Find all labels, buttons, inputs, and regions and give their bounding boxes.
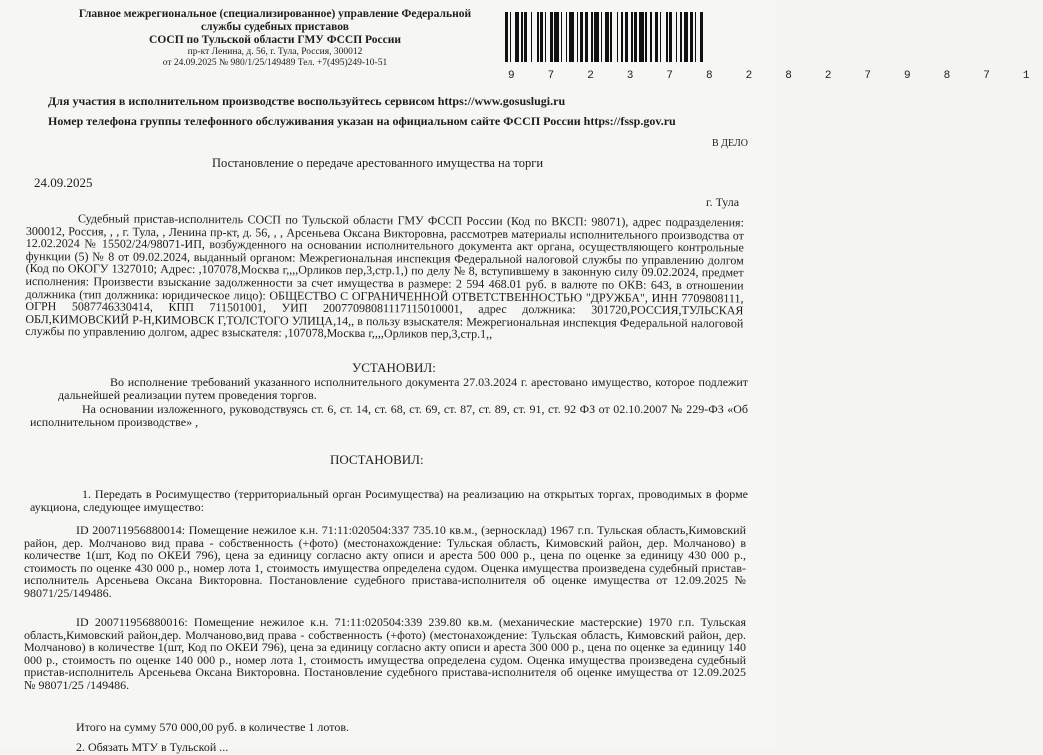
- total-line: Итого на сумму 570 000,00 руб. в количестве 1 лотов.: [76, 720, 349, 734]
- asset-item-1: ID 200711956880014: Помещение нежилое к.н. 71:11:020504:337 735.10 кв.м., (зерносклад) 1967 г.п. Тульская область,Кимовский район, дер. Молчаново вид права - собственность (+фото) (местонахождение: Тульская область, Кимовский район, дер. Молчаново) в количестве 1(шт, Код по ОКЕИ 796), цена за единицу согласно акту описи и ареста 500 000 р., цена по оценке за единицу 430 000 р., стоимость по оценке 430 000 р., номер лота 1, стоимость имущества определена судом. Оценка имущества произведена судебный пристав-исполнитель Арсеньева Оксана Викторовна. Постановление судебного пристава-исполнителя об оценке имущества от 12.09.2025 № 98071/25/149486.: [24, 523, 746, 600]
- barcode-bar: [703, 12, 705, 62]
- barcode-digits: 9 7 2 3 7 8 2 8 2 7 9 8 7 1: [508, 70, 1043, 82]
- established-heading: УСТАНОВИЛ:: [352, 360, 436, 375]
- issuer-line-2: службы судебных приставов: [201, 21, 349, 33]
- issuer-address: пр-кт Ленина, д. 56, г. Тула, Россия, 300012: [187, 47, 363, 57]
- issuer-reference: от 24.09.2025 № 980/1/25/149489 Тел. +7(495)249-10-51: [162, 58, 388, 68]
- issuer-line-1: Главное межрегиональное (специализированное) управление Федеральной: [78, 8, 472, 20]
- intro-paragraph: Судебный пристав-исполнитель СОСП по Тульской области ГМУ ФССП России (Код по ВКСП: 98071), адрес подразделения: 300012, Россия, , , г. Тула, , Ленина пр-кт, д. 56, , , Арсеньева Оксана Викторовна, рассмотрев материалы исполнительного производства от 12.02.2024 № 15502/24/98071-ИП, возбужденного на основании исполнительного документа акт органа, осуществляющего контрольные функции (5) № 8 от 09.02.2024, выданный органом: Межрегиональная инспекция Федеральной налоговой службы по управлению долгом (Код по ОКОГУ 1327010; Адрес: ,107078,Москва г,,,,Орликов пер,3,стр.1,) по делу № 8, вступившему в законную силу 09.02.2024, предмет исполнения: Произвести взыскание задолженности за счет имущества в размере: 2 594 468.01 руб. в валюте по ОКВ: 643, в отношении должника (тип должника: юридическое лицо): ОБЩЕСТВО С ОГРАНИЧЕННОЙ ОТВЕТСТВЕННОСТЬЮ "ДРУЖБА", ИНН 7709808111, ОГРН 5087746330414, КПП 711501001, УИП 20077098081117115010001, адрес должника: 301720,РОССИЯ,ТУЛЬСКАЯ ОБЛ,КИМОВСКИЙ Р-Н,КИМОВСК Г,ТОЛСТОГО УЛИЦА,14,, в пользу взыскателя: Межрегиональная инспекция Федеральной налоговой службы по управлению долгом, адрес взыскателя: ,107078,Москва г,,,,Орликов пер,3,стр.1,,: [25, 211, 744, 342]
- transfer-clause: 1. Передать в Росимущество (территориальный орган Росимущества) на реализацию на открытых торгах, проводимых в форме аукциона, следующее имущество:: [30, 487, 748, 514]
- barcode-image: [505, 12, 773, 62]
- document-city: г. Тула: [706, 195, 740, 209]
- basis-text: На основании изложенного, руководствуясь ст. 6, ст. 14, ст. 68, ст. 69, ст. 87, ст. 89, ст. 91, ст. 92 ФЗ от 02.10.2007 № 229-ФЗ «Об исполнительном производстве» ,: [30, 402, 748, 429]
- phone-notice: Номер телефона группы телефонного обслуживания указан на официальном сайте ФССП России https://fssp.gov.ru: [48, 114, 676, 128]
- decided-heading: ПОСТАНОВИЛ:: [330, 452, 424, 467]
- document-date: 24.09.2025: [34, 175, 93, 190]
- issuer-header: [40, 8, 510, 69]
- issuer-line-3: СОСП по Тульской области ГМУ ФССП России: [149, 34, 401, 46]
- document-title: Постановление о передаче арестованного имущества на торги: [212, 156, 544, 170]
- to-case-mark: В ДЕЛО: [712, 138, 748, 149]
- clause-2-partial: 2. Обязать МТУ в Тульской ...: [76, 740, 229, 754]
- gosuslugi-notice: Для участия в исполнительном производстве воспользуйтесь сервисом https://www.gosuslugi.ru: [48, 94, 566, 108]
- established-text: Во исполнение требований указанного исполнительного документа 27.03.2024 г. арестовано имущество, которое подлежит дальнейшей реализации путем проведения торгов.: [58, 375, 748, 402]
- asset-item-2: ID 200711956880016: Помещение нежилое к.н. 71:11:020504:339 239.80 кв.м. (механические мастерские) 1970 г.п. Тульская область,Кимовский район,дер. Молчаново,вид права - собственность (+фото) (местонахождение: Тульская область, Кимовский район, дер. Молчаново) в количестве 1(шт, Код по ОКЕИ 796), цена за единицу согласно акту описи и ареста 300 000 р., цена по оценке за единицу 140 000 р., стоимость по оценке 140 000 р., номер лота 1, стоимость имущества определена судом. Оценка имущества произведена судебный пристав-исполнитель Арсеньева Оксана Викторовна. Постановление судебного пристава-исполнителя об оценке имущества от 12.09.2025 № 98071/25 /149486.: [24, 615, 746, 692]
